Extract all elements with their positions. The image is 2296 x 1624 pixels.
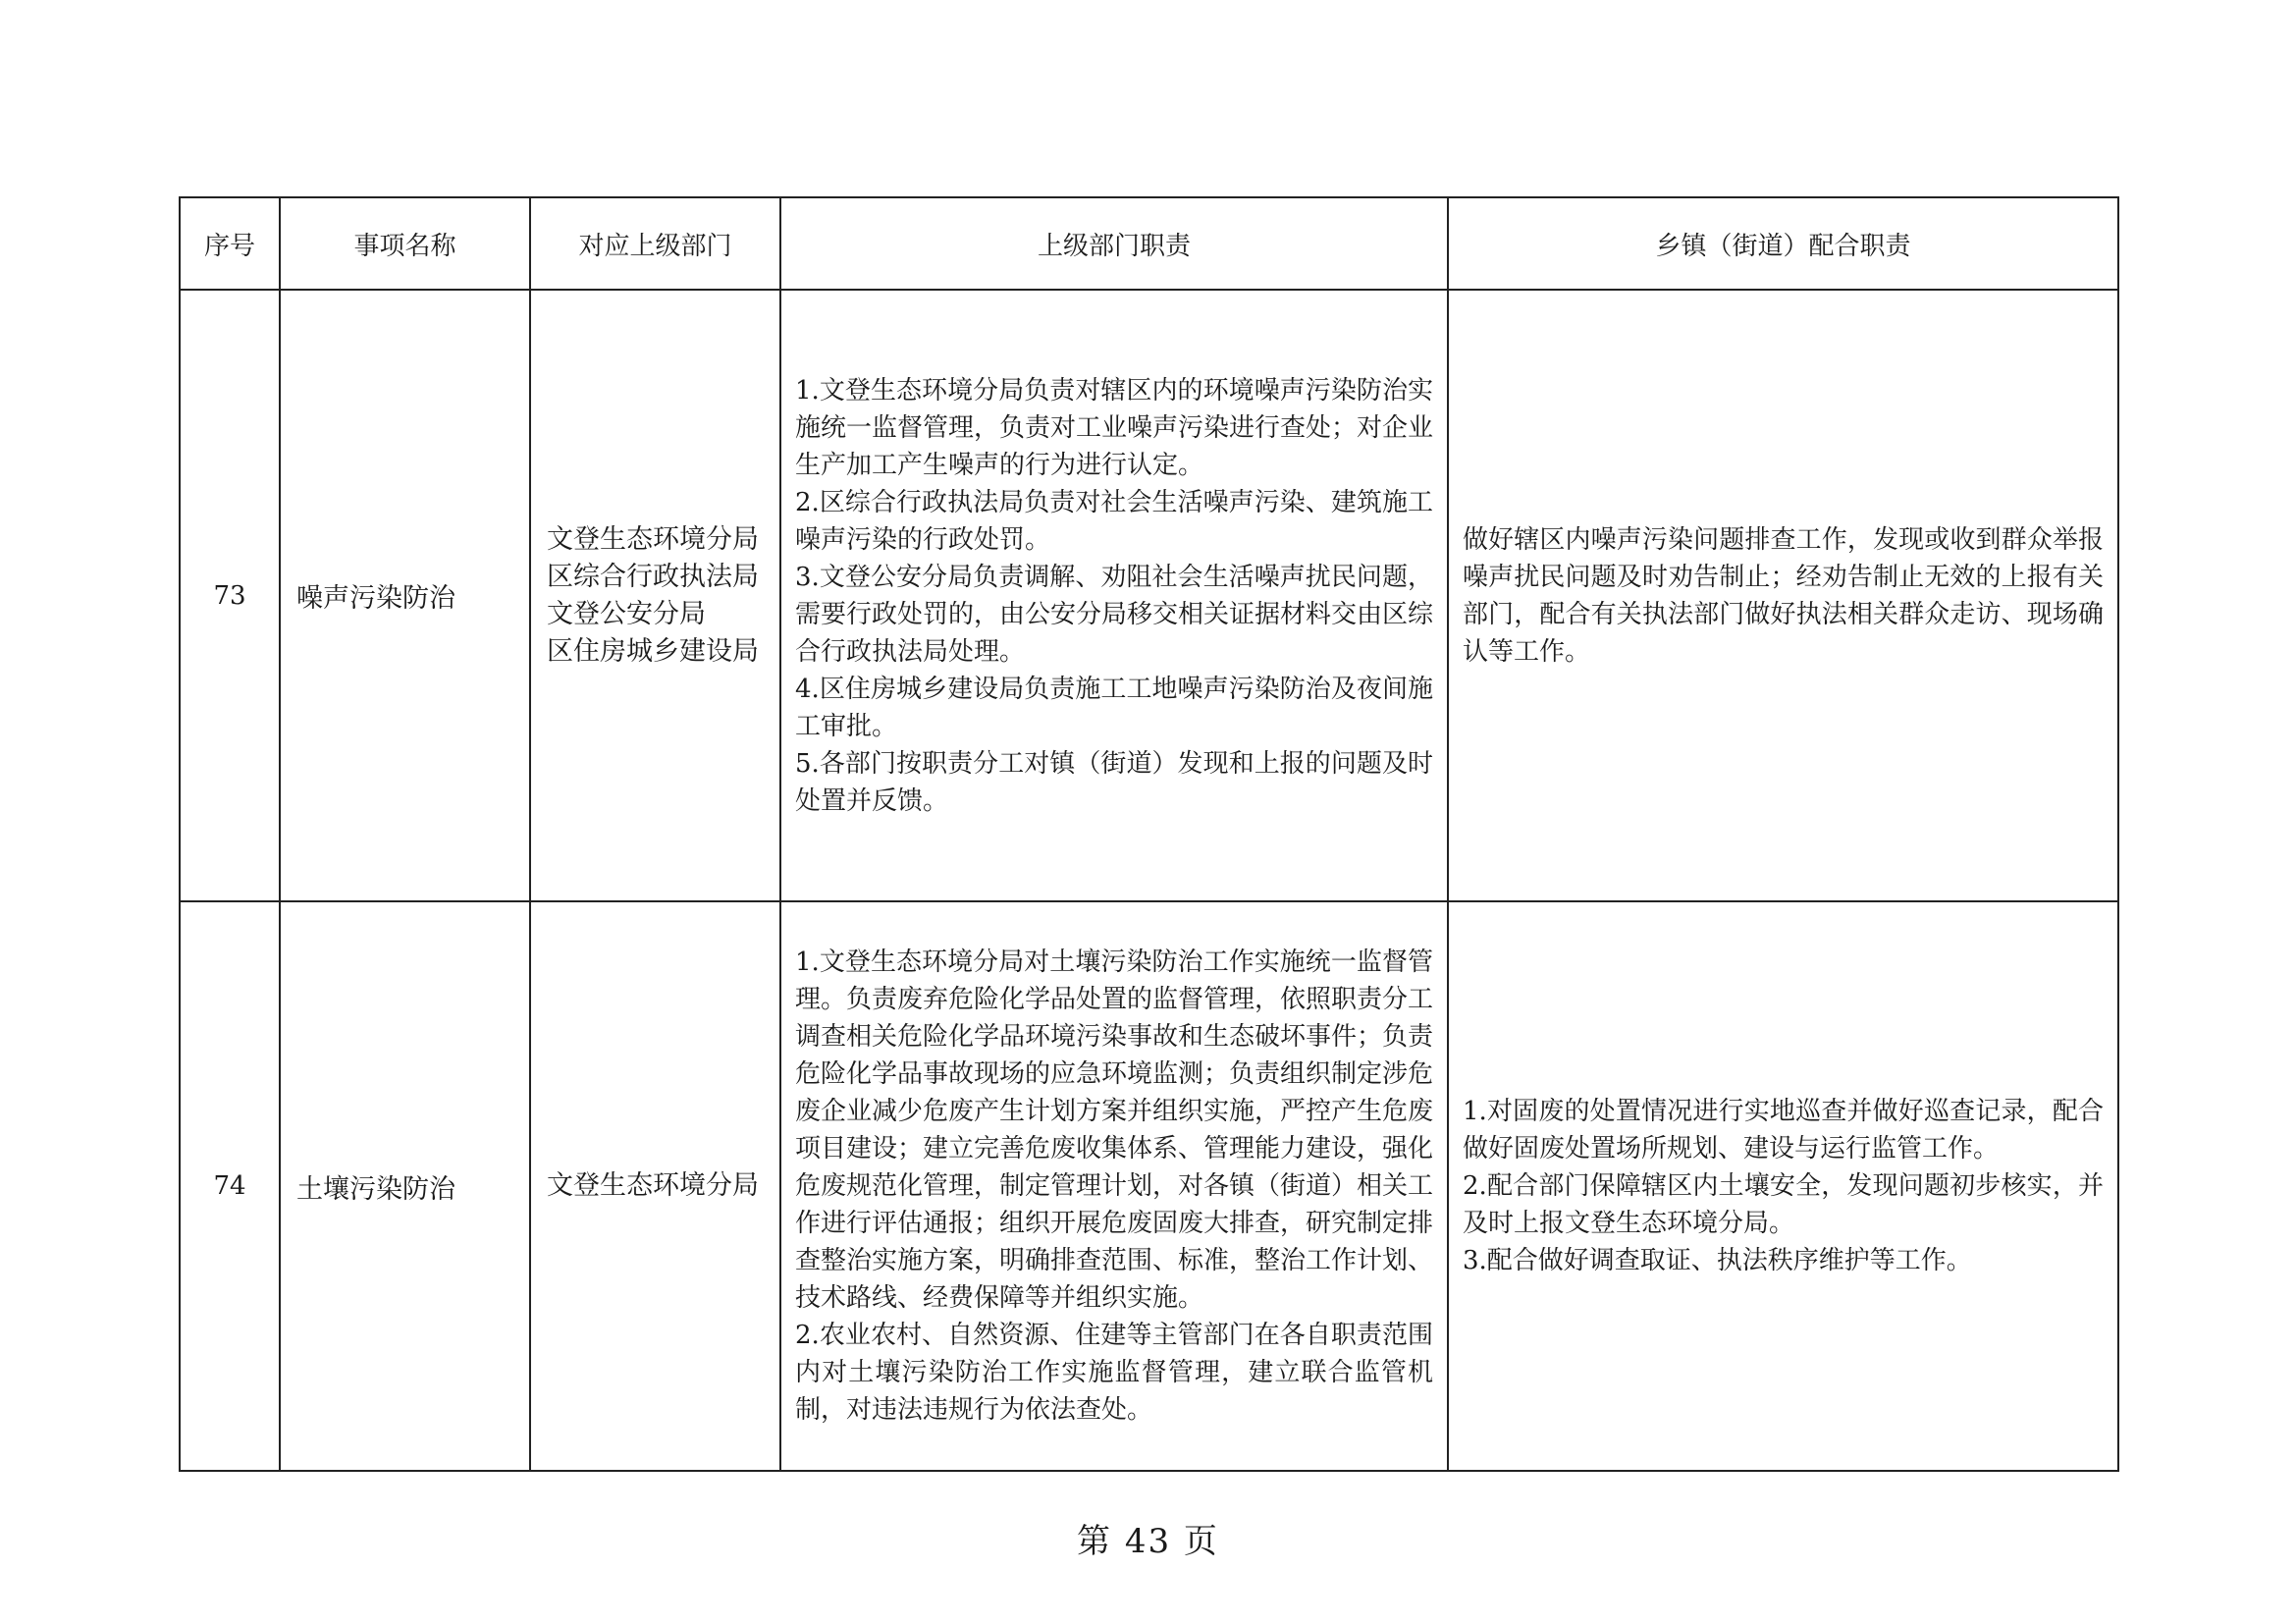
town-duties [1448,290,2118,901]
duty-item: 5.各部门按职责分工对镇（街道）发现和上报的问题及时处置并反馈。 [795,748,1433,816]
town-duty-item: 2.配合部门保障辖区内土壤安全，发现问题初步核实，并及时上报文登生态环境分局。 [1463,1171,2104,1238]
duty-item: 4.区住房城乡建设局负责施工工地噪声污染防治及夜间施工审批。 [795,674,1433,741]
row-number: 74 [180,901,280,1471]
duty-item: 1.文登生态环境分局对土壤污染防治工作实施统一监督管理。负责废弃危险化学品处置的监督管理，依照职责分工调查相关危险化学品环境污染事故和生态破坏事件；负责危险化学品事故现场的应急环境监测；负责组织制定涉危废企业减少危废产生计划方案并组织实施，严控产生危废项目建设；建立完善危废收集体系、管理能力建设，强化危废规范化管理，制定管理计划，对各镇（街道）相关工作进行评估通报；组织开展危废固废大排查，研究制定排查整治实施方案，明确排查范围、标准，整治工作计划、技术路线、经费保障等并组织实施。 [795,947,1434,1313]
table-row [180,901,2118,1471]
town-duty-item: 1.对固废的处置情况进行实地巡查并做好巡查记录，配合做好固废处置场所规划、建设与运行监管工作。 [1463,1097,2104,1164]
header-superior-dept: 对应上级部门 [530,197,780,290]
superior-departments [530,290,780,901]
town-duties [1448,901,2118,1471]
department-line: 区住房城乡建设局 [547,635,759,667]
superior-departments [530,901,780,1471]
duty-item: 3.文登公安分局负责调解、劝阻社会生活噪声扰民问题，需要行政处罚的，由公安分局移交相关证据材料交由区综合行政执法局处理。 [795,562,1434,667]
department-line: 区综合行政执法局 [547,561,759,592]
superior-duties [780,901,1448,1471]
row-number: 73 [180,290,280,901]
department-line: 文登生态环境分局 [547,1170,759,1201]
duty-item: 2.农业农村、自然资源、住建等主管部门在各自职责范围内对土壤污染防治工作实施监督管理，建立联合监管机制，对违法违规行为依法查处。 [795,1321,1433,1425]
responsibility-table [179,196,2119,1472]
item-name: 噪声污染防治 [280,290,530,901]
town-duty-item: 做好辖区内噪声污染问题排查工作，发现或收到群众举报噪声扰民问题及时劝告制止；经劝告制止无效的上报有关部门，配合有关执法部门做好执法相关群众走访、现场确认等工作。 [1463,524,2104,667]
table-row [180,290,2118,901]
header-item-name: 事项名称 [280,197,530,290]
item-name: 土壤污染防治 [280,901,530,1471]
header-town-duties: 乡镇（街道）配合职责 [1448,197,2118,290]
department-line: 文登公安分局 [547,598,706,629]
header-superior-duties: 上级部门职责 [780,197,1448,290]
superior-duties [780,290,1448,901]
table-header-row [180,197,2118,290]
page-number: 第 43 页 [1077,1522,1219,1561]
header-no: 序号 [180,197,280,290]
duty-item: 1.文登生态环境分局负责对辖区内的环境噪声污染防治实施统一监督管理，负责对工业噪声污染进行查处；对企业生产加工产生噪声的行为进行认定。 [795,375,1434,480]
duty-item: 2.区综合行政执法局负责对社会生活噪声污染、建筑施工噪声污染的行政处罚。 [795,487,1433,555]
department-line: 文登生态环境分局 [547,523,759,555]
town-duty-item: 3.配合做好调查取证、执法秩序维护等工作。 [1463,1246,1972,1275]
